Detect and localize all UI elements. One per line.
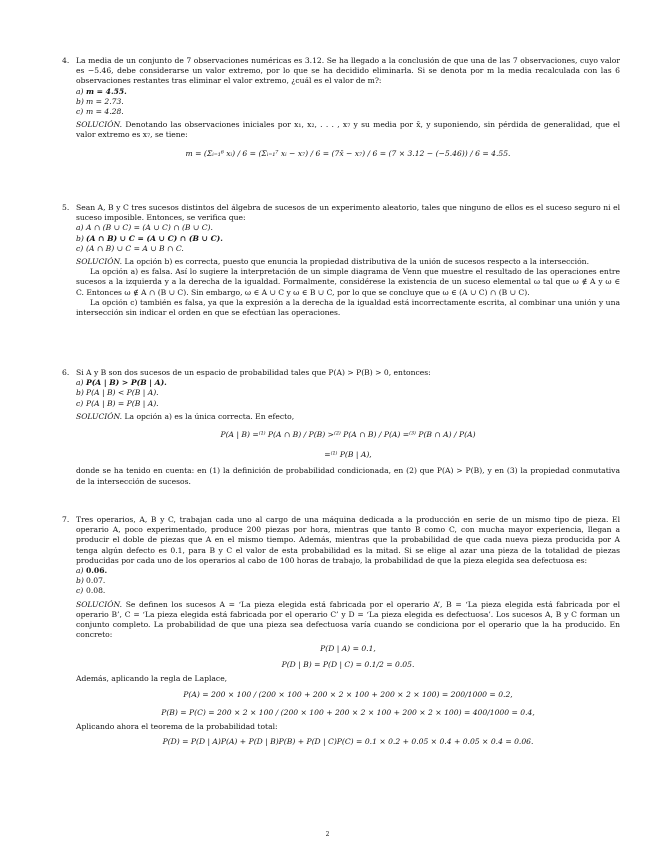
problem-statement: Sean A, B y C tres sucesos distintos del álgebra de sucesos de un experimento aleatorio, tales que ninguno de ellos es el suceso seguro ni el suceso imposible. Entonces, se verifica que: xyxy=(76,203,620,223)
problem-number: 5. xyxy=(62,203,70,212)
solution-paragraph: SOLUCIÓN. La opción a) es la única correcta. En efecto, xyxy=(76,411,295,421)
option-c: c) m = 4.28. xyxy=(76,107,124,117)
problem-5 xyxy=(62,203,620,318)
problem-number: 6. xyxy=(62,368,70,377)
options-list xyxy=(76,223,620,254)
option-a: a) P(A | B) > P(B | A). xyxy=(76,378,167,388)
options-list xyxy=(76,87,620,118)
options-list xyxy=(76,378,620,409)
total-intro: Aplicando ahora el teorema de la probabilidad total: xyxy=(76,722,278,732)
solution-formula-1: P(A | B) =⁽¹⁾ P(A ∩ B) / P(B) >⁽²⁾ P(A ∩ B) / P(A) =⁽³⁾ P(B ∩ A) / P(A) xyxy=(220,430,476,440)
option-c: c) (A ∩ B) ∪ C = A ∪ B ∩ C. xyxy=(76,243,184,253)
page-number: 2 xyxy=(325,831,330,838)
formula-pb: P(B) = P(C) = 200 × 2 × 100 / (200 × 100 + 200 × 2 × 100 + 200 × 2 × 100) = 400/1000 = 0.4, xyxy=(161,708,535,718)
option-b: b) (A ∩ B) ∪ C = (A ∪ C) ∩ (B ∪ C). xyxy=(76,233,223,243)
option-a: a) m = 4.55. xyxy=(76,86,127,96)
formula-pda: P(D | A) = 0.1, xyxy=(320,644,376,654)
solution-explanation: donde se ha tenido en cuenta: en (1) la definición de probabilidad condicionada, en (2) que P(A) > P(B), y en (3) la propiedad conmutativa de la intersección de sucesos. xyxy=(76,466,620,486)
solution-formula: m = (Σᵢ₌₁⁶ xᵢ) / 6 = (Σᵢ₌₁⁷ xᵢ − x₇) / 6 = (7x̄ − x₇) / 6 = (7 × 3.12 − (−5.46)) / 6 = 4.55. xyxy=(185,148,511,158)
problem-statement: La media de un conjunto de 7 observaciones numéricas es 3.12. Se ha llegado a la conclusión de que una de las 7 observaciones, cuyo valor es −5.46, debe considerarse un valor extremo, por lo que se ha decidido eliminarla. Si se denota por m la media recalculada con las 6 observaciones restantes tras eliminar el valor extremo, ¿cuál es el valor de m?: xyxy=(76,56,620,86)
formula-pdb: P(D | B) = P(D | C) = 0.1/2 = 0.05. xyxy=(281,659,415,669)
option-c: c) P(A | B) = P(B | A). xyxy=(76,398,159,408)
option-b: b) 0.07. xyxy=(76,576,106,586)
option-a: a) A ∩ (B ∪ C) = (A ∪ C) ∩ (B ∪ C). xyxy=(76,223,213,233)
solution-paragraph: SOLUCIÓN. Denotando las observaciones iniciales por x₁, x₂, . . . , x₇ y su media por x̄, y suponiendo, sin pérdida de generalidad, que el valor extremo es x₇, se tiene: xyxy=(76,120,620,140)
option-c: c) 0.08. xyxy=(76,586,106,596)
solution-paragraph: SOLUCIÓN. Se definen los sucesos A = ‘La pieza elegida está fabricada por el operario A’, B = ‘La pieza elegida está fabricada por el operario B’, C = ‘La pieza elegida está fabricada por el operario C’ y D = ‘La pieza elegida es defectuosa’. Los sucesos A, B y C forman un conjunto completo. La probabilidad de que una pieza sea defectuosa varía cuando se condiciona por el operario que la ha producido. En concreto: xyxy=(76,599,621,640)
solution-paragraph-2: La opción a) es falsa. Así lo sugiere la interpretación de un simple diagrama de Venn que muestre el resultado de las operaciones entre sucesos a la izquierda y a la derecha de la igualdad. Formalmente, considérese la existencia de un suceso elemental ω tal que ω ∉ A y ω ∈ C. Entonces ω ∉ A ∩ (B ∪ C). Sin embargo, ω ∈ A ∪ C y ω ∈ B ∪ C, por lo que se concluye que ω ∈ (A ∪ C) ∩ (B ∪ C). xyxy=(76,267,620,297)
problem-statement: Tres operarios, A, B y C, trabajan cada uno al cargo de una máquina dedicada a la producción en serie de un mismo tipo de pieza. El operario A, poco experimentado, produce 200 piezas por hora, mientras que tanto B como C, con mucha mayor experiencia, llegan a producir el doble de piezas que A en el mismo tiempo. Además, mientras que la probabilidad de que cada nueva pieza producida por A tenga algún defecto es 0.1, para B y C el valor de esta probabilidad es la mitad. Si se elige al azar una pieza de la totalidad de piezas producidas por cada uno de los operarios al cabo de 100 horas de trabajo, la probabilidad de que la pieza elegida sea defectuosa es: xyxy=(76,515,620,565)
formula-pd: P(D) = P(D | A)P(A) + P(D | B)P(B) + P(D | C)P(C) = 0.1 × 0.2 + 0.05 × 0.4 + 0.05 × 0.4 = 0.06. xyxy=(162,736,534,746)
option-b: b) P(A | B) < P(B | A). xyxy=(76,388,159,398)
problem-4 xyxy=(62,56,620,161)
option-a: a) 0.06. xyxy=(76,566,108,576)
option-b: b) m = 2.73. xyxy=(76,96,124,106)
problem-number: 7. xyxy=(62,515,70,524)
problem-statement: Si A y B son dos sucesos de un espacio de probabilidad tales que P(A) > P(B) > 0, entonces: xyxy=(76,368,431,377)
problem-6 xyxy=(62,368,620,487)
solution-formula-2: =⁽¹⁾ P(B | A), xyxy=(324,450,372,460)
problem-7 xyxy=(62,515,620,749)
formula-pa: P(A) = 200 × 100 / (200 × 100 + 200 × 2 × 100 + 200 × 2 × 100) = 200/1000 = 0.2, xyxy=(183,690,513,700)
problem-number: 4. xyxy=(62,56,70,65)
options-list xyxy=(76,566,620,597)
laplace-intro: Además, aplicando la regla de Laplace, xyxy=(76,673,228,683)
solution-paragraph: SOLUCIÓN. La opción b) es correcta, puesto que enuncia la propiedad distributiva de la unión de sucesos respecto a la intersección. xyxy=(76,257,589,267)
solution-paragraph-3: La opción c) también es falsa, ya que la expresión a la derecha de la igualdad está incorrectamente escrita, al combinar una unión y una intersección sin indicar el orden en que se efectúan las operaciones. xyxy=(76,297,620,318)
